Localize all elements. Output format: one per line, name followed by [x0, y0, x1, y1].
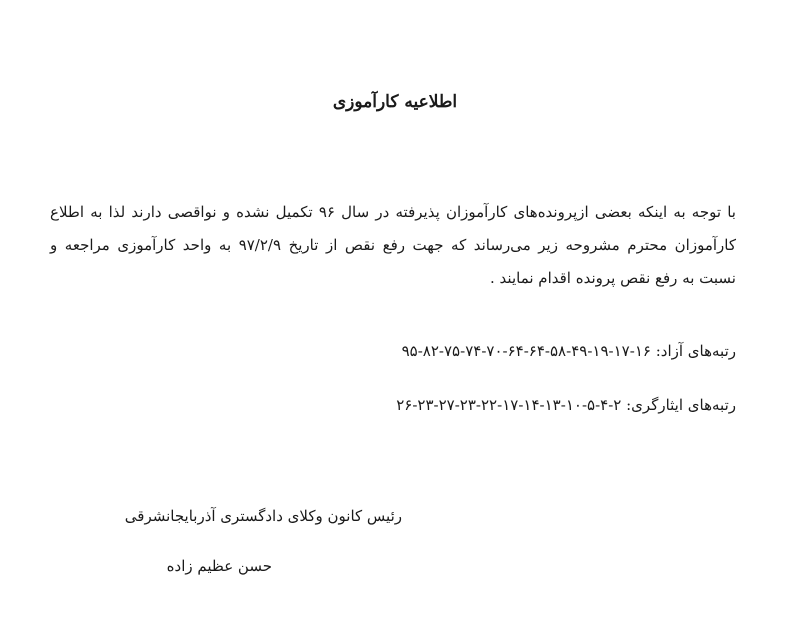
free-ranks-list: رتبه‌های آزاد: ۱۶-۱۷-۱۹-۴۹-۵۸-۶۴-۶۴-۷۰-۷۴-۷۵-۸۲-۹۵ — [401, 342, 736, 360]
body-line-3: نسبت به رفع نقص پرونده اقدام نمایند . — [490, 269, 736, 287]
announcement-title: اطلاعیه کارآموزی — [332, 92, 458, 112]
veteran-ranks-list: رتبه‌های ایثارگری: ۲-۴-۵-۱۰-۱۳-۱۴-۱۷-۲۲-۲۳-۲۷-۲۳-۲۶ — [396, 396, 736, 414]
body-line-1: با توجه به اینکه بعضی ازپرونده‌های کارآموزان پذیرفته در سال ۹۶ تکمیل نشده و نواقصی دارند لذا به اطلاع — [50, 203, 736, 221]
announcement-body — [50, 196, 736, 295]
body-line-2: کارآموزان محترم مشروحه زیر می‌رساند که جهت رفع نقص از تاریخ ۹۷/۲/۹ به واحد کارآموزی مراجعه و — [50, 236, 736, 254]
signer-name: حسن عظیم زاده — [166, 557, 272, 575]
signer-title: رئیس کانون وکلای دادگستری آذربایجانشرقی — [124, 507, 402, 525]
